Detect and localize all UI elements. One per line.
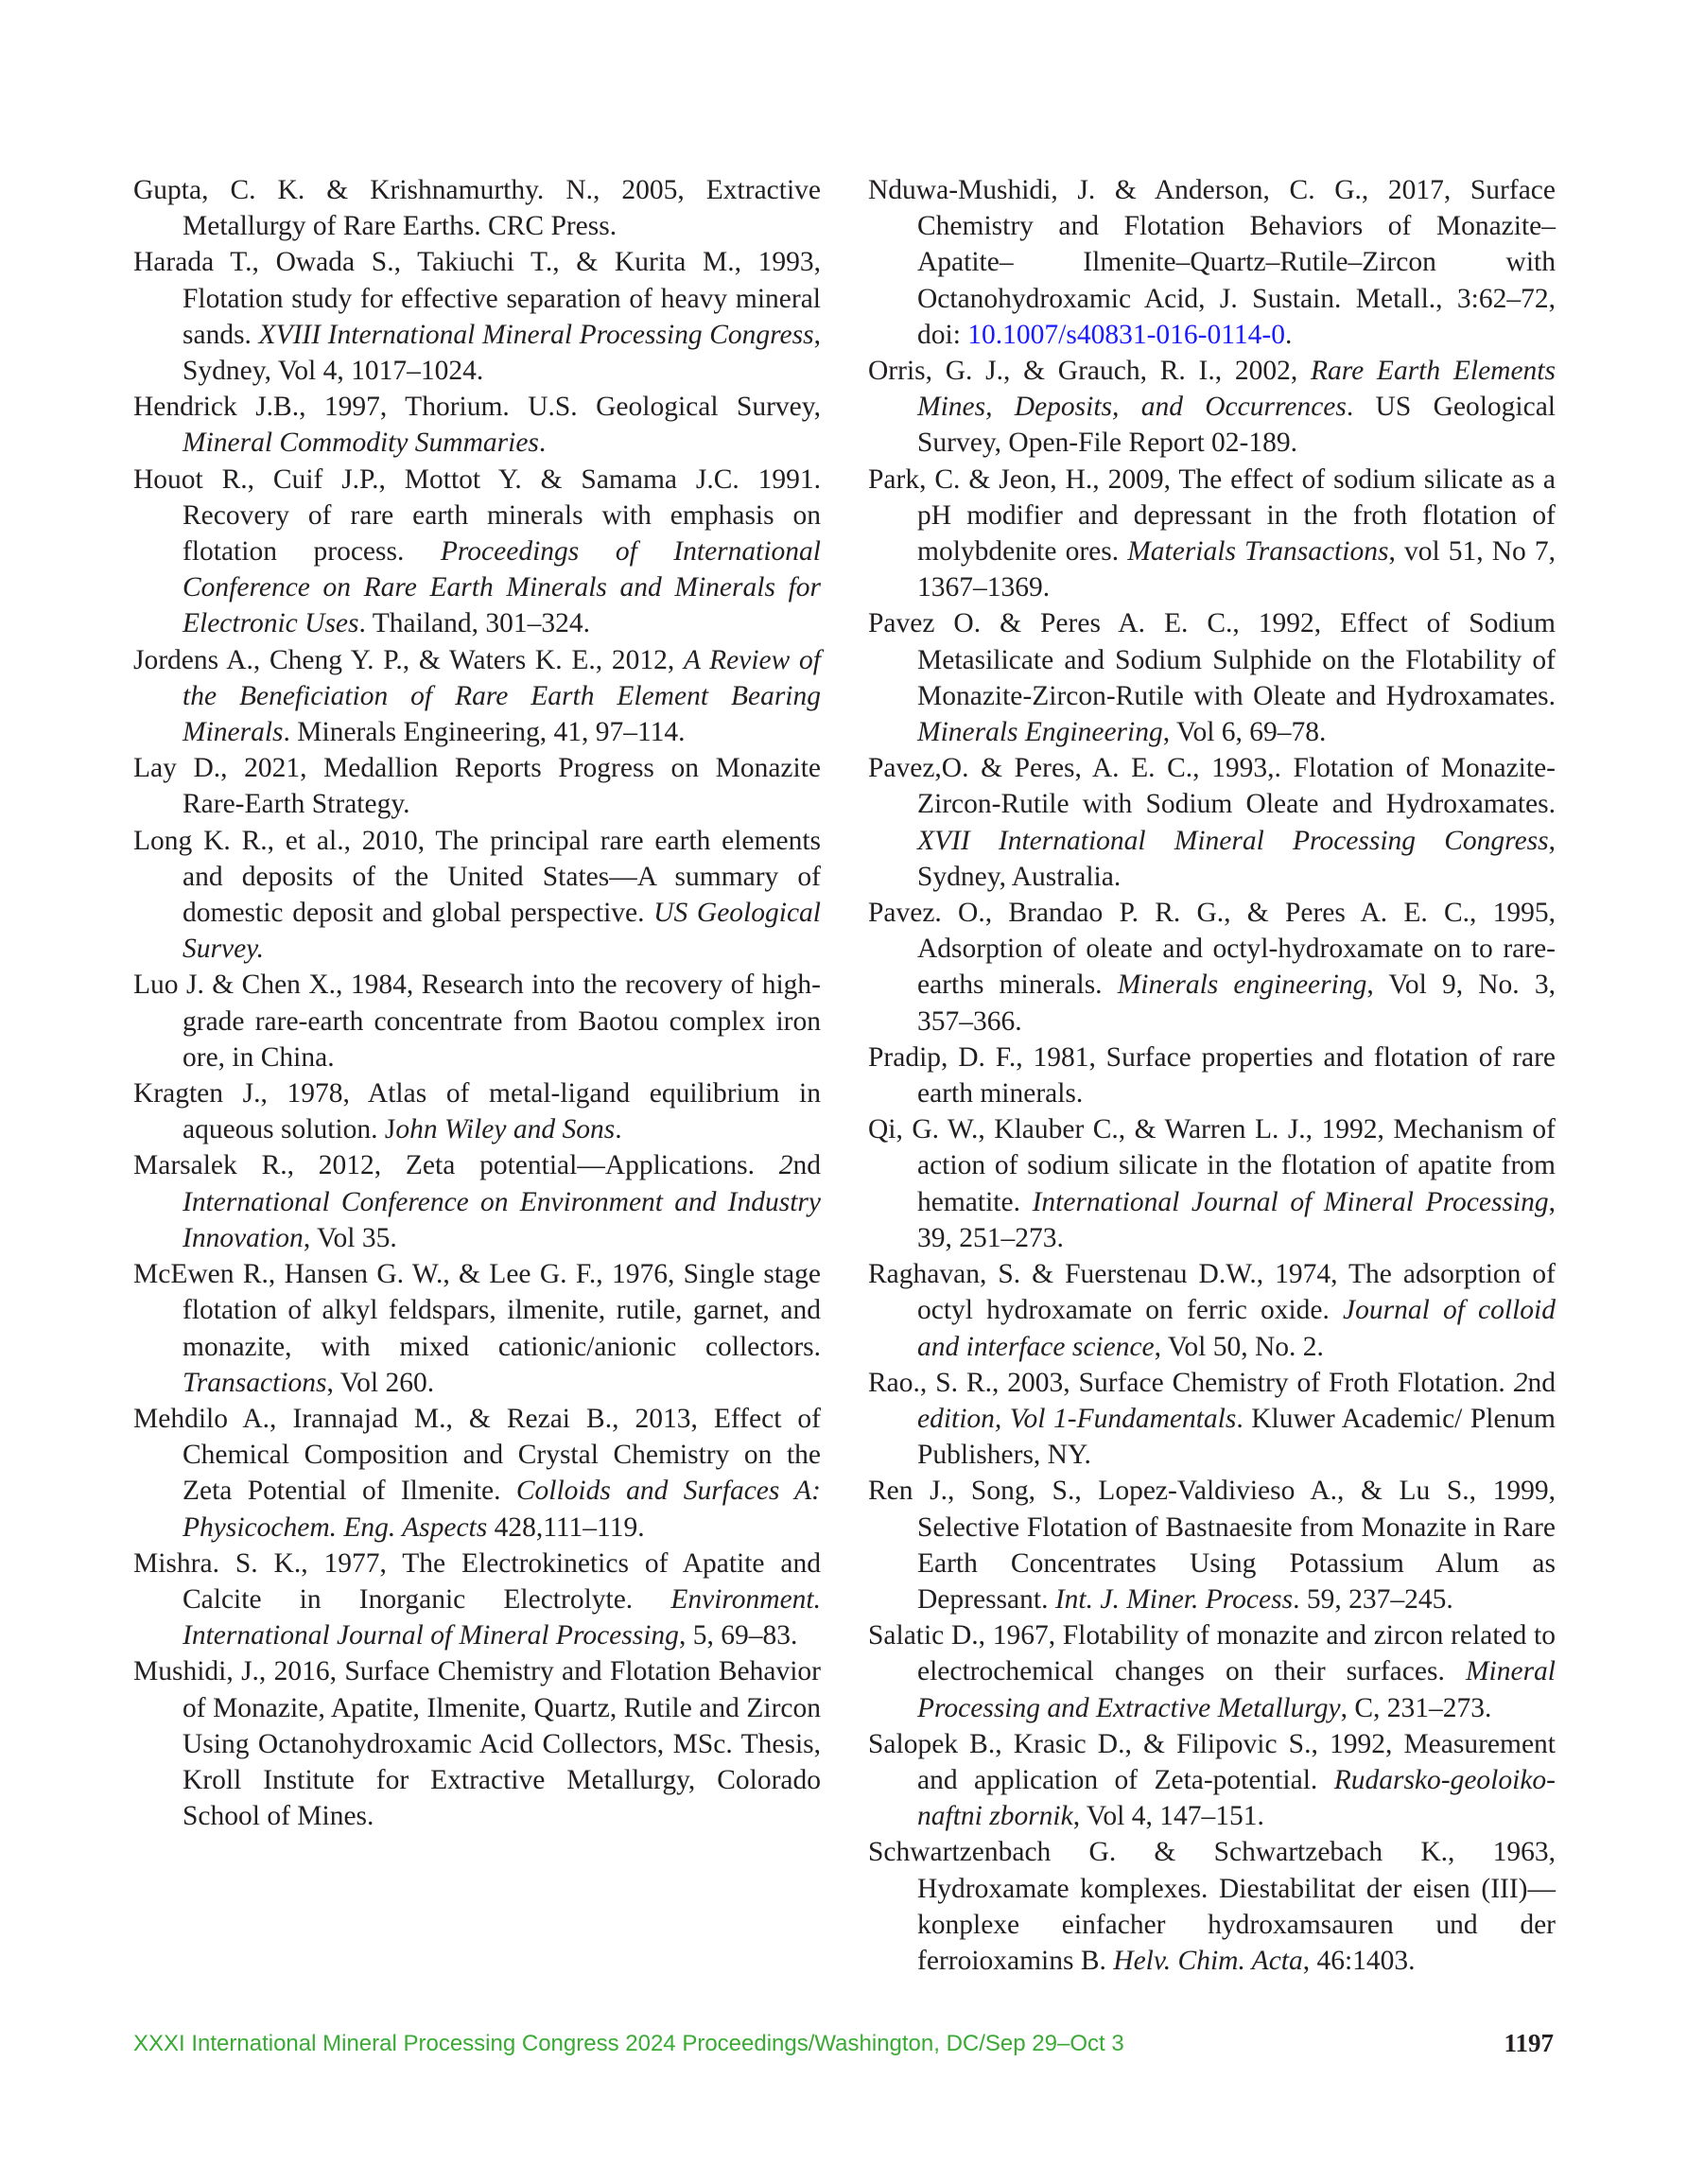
reference-entry xyxy=(868,1040,1556,1111)
reference-text: , Vol 50, No. 2. xyxy=(1154,1331,1324,1362)
reference-italic-text: XVIII International Mineral Processing Congress xyxy=(258,319,814,350)
reference-entry xyxy=(133,172,821,244)
reference-text: 428,111–119. xyxy=(487,1511,645,1543)
reference-italic-text: XVII International Mineral Processing Congress xyxy=(917,825,1549,856)
reference-italic-text: US Geological Survey. xyxy=(183,898,821,965)
reference-italic-text: Helv. Chim. Acta xyxy=(1113,1945,1303,1976)
reference-text: Lay D., 2021, Medallion Reports Progress on Monazite Rare-Earth Strategy. xyxy=(133,753,821,820)
reference-entry xyxy=(868,353,1556,462)
reference-entry xyxy=(133,244,821,389)
reference-text: , 5, 69–83. xyxy=(678,1620,798,1651)
reference-text: Salopek B., Krasic D., & Filipovic S., 1992, Measurement and application of Zeta-potential. xyxy=(868,1728,1556,1795)
reference-italic-text: Journal of colloid and interface science xyxy=(917,1295,1556,1362)
reference-entry xyxy=(868,1617,1556,1726)
reference-entry xyxy=(868,895,1556,1040)
reference-text: Rao., S. R., 2003, Surface Chemistry of Froth Flotation. xyxy=(868,1367,1514,1398)
reference-entry xyxy=(868,462,1556,606)
reference-text: Park, C. & Jeon, H., 2009, The effect of sodium silicate as a pH modifier and depressant in the froth flotation of molybdenite ores. xyxy=(868,463,1556,568)
reference-italic-text: Minerals engineering xyxy=(1117,970,1367,1001)
reference-text: , 39, 251–273. xyxy=(917,1186,1556,1253)
reference-italic-text: Colloids and Surfaces A: Physicochem. Eng. Aspects xyxy=(183,1476,821,1543)
reference-text: . 59, 237–245. xyxy=(1293,1583,1453,1615)
reference-entry xyxy=(133,1653,821,1834)
reference-entry xyxy=(868,1256,1556,1365)
reference-italic-text: Mineral Processing and Extractive Metallurgy xyxy=(917,1656,1556,1723)
reference-entry xyxy=(868,172,1556,353)
reference-text: . xyxy=(615,1114,622,1145)
reference-entry xyxy=(133,1147,821,1256)
reference-entry xyxy=(868,1726,1556,1835)
reference-text: nd xyxy=(792,1150,821,1181)
reference-text: Pavez O. & Peres A. E. C., 1992, Effect of Sodium Metasilicate and Sodium Sulphide on the Flotability of Monazite-Zircon-Rutile with Oleate and Hydroxamates. xyxy=(868,608,1556,711)
reference-entry xyxy=(868,750,1556,895)
reference-text: Mishra. S. K., 1977, The Electrokinetics of Apatite and Calcite in Inorganic Electrolyte. xyxy=(133,1547,821,1615)
reference-text: . Minerals Engineering, 41, 97–114. xyxy=(283,717,686,748)
reference-text: Marsalek R., 2012, Zeta potential—Applications. xyxy=(133,1150,779,1181)
reference-italic-text: ohn Wiley and Sons xyxy=(395,1114,616,1145)
reference-entry xyxy=(133,1546,821,1654)
reference-text: . US Geological Survey, Open-File Report 02-189. xyxy=(917,392,1556,459)
reference-entry xyxy=(868,1365,1556,1474)
reference-italic-text: 2 xyxy=(778,1150,793,1181)
reference-italic-text: Rare Earth Elements Mines, Deposits, and Occurrences xyxy=(917,356,1556,423)
reference-text: Pavez,O. & Peres, A. E. C., 1993,. Flotation of Monazite-Zircon-Rutile with Sodium Oleate and Hydroxamates. xyxy=(868,753,1556,820)
reference-text: Harada T., Owada S., Takiuchi T., & Kurita M., 1993, Flotation study for effective separation of heavy mineral sands. xyxy=(133,247,821,350)
reference-text: , Sydney, Australia. xyxy=(917,825,1556,892)
reference-entry xyxy=(868,605,1556,750)
reference-italic-text: Minerals Engineering xyxy=(917,717,1163,748)
reference-text: . Thailand, 301–324. xyxy=(358,608,590,639)
reference-text: , Vol 35. xyxy=(303,1222,397,1253)
reference-entry xyxy=(868,1111,1556,1256)
reference-text: nd xyxy=(1527,1367,1556,1398)
reference-text: Luo J. & Chen X., 1984, Research into the recovery of high-grade rare-earth concentrate from Baotou complex iron ore, in China. xyxy=(133,970,821,1073)
reference-entry xyxy=(133,1256,821,1401)
reference-entry xyxy=(133,462,821,642)
reference-text: . xyxy=(1284,319,1293,350)
reference-text: , C, 231–273. xyxy=(1340,1692,1492,1723)
reference-entry xyxy=(133,1075,821,1147)
footer-conference-title: XXXI International Mineral Processing Congress 2024 Proceedings/Washington, DC/Sep 29–Oct 3 xyxy=(133,2031,1124,2056)
reference-entry xyxy=(133,967,821,1075)
reference-italic-text: Transactions xyxy=(183,1367,327,1398)
reference-text: Houot R., Cuif J.P., Mottot Y. & Samama J.C. 1991. Recovery of rare earth minerals with emphasis on flotation process. xyxy=(133,463,821,568)
reference-italic-text: Mineral Commodity Summaries xyxy=(183,428,539,459)
reference-italic-text: Int. J. Miner. Process xyxy=(1054,1583,1294,1615)
reference-italic-text: Environment. International Journal of Mineral Processing xyxy=(183,1583,821,1651)
reference-text: Mehdilo A., Irannajad M., & Rezai B., 2013, Effect of Chemical Composition and Crystal Chemistry on the Zeta Potential of Ilmenite. xyxy=(133,1403,821,1507)
reference-italic-text: edition, Vol 1-Fundamentals xyxy=(917,1403,1237,1434)
reference-text: McEwen R., Hansen G. W., & Lee G. F., 1976, Single stage flotation of alkyl feldspars, ilmenite, rutile, garnet, and monazite, with mixed cationic/anionic collectors. xyxy=(133,1259,821,1362)
reference-text: Schwartzenbach G. & Schwartzebach K., 1963, Hydroxamate komplexes. Diestabilitat der eisen (III)—konplexe einfacher hydroxamsauren und der ferroioxamins B. xyxy=(868,1837,1556,1976)
reference-text: Ren J., Song, S., Lopez-Valdivieso A., & Lu S., 1999, Selective Flotation of Bastnaesite from Monazite in Rare Earth Concentrates Using Potassium Alum as Depressant. xyxy=(868,1476,1556,1615)
reference-italic-text: Rudarsko-geoloiko-naftni zbornik xyxy=(917,1764,1556,1832)
reference-entry xyxy=(868,1473,1556,1617)
reference-text: Pradip, D. F., 1981, Surface properties and flotation of rare earth minerals. xyxy=(868,1041,1556,1109)
reference-italic-text: Materials Transactions xyxy=(1127,536,1389,568)
reference-italic-text: International Journal of Mineral Processing xyxy=(1032,1186,1549,1217)
reference-italic-text: A Review of the Beneficiation of Rare Earth Element Bearing Minerals xyxy=(183,644,821,748)
reference-text: , Vol 6, 69–78. xyxy=(1162,717,1327,748)
reference-text: , Vol 4, 147–151. xyxy=(1072,1801,1264,1832)
reference-text: . Kluwer Academic/ Plenum Publishers, NY. xyxy=(917,1403,1556,1471)
references-right-column xyxy=(868,172,1556,1979)
reference-text: Hendrick J.B., 1997, Thorium. U.S. Geological Survey, xyxy=(133,392,821,423)
reference-text: Nduwa-Mushidi, J. & Anderson, C. G., 2017, Surface Chemistry and Flotation Behaviors of Monazite–Apatite– Ilmenite–Quartz–Rutile–Zircon with Octanohydroxamic Acid, J. Sustain. Metall., 3:62–72, doi: xyxy=(868,175,1556,350)
reference-entry xyxy=(133,823,821,968)
reference-text: Qi, G. W., Klauber C., & Warren L. J., 1992, Mechanism of action of sodium silicate in the flotation of apatite from hematite. xyxy=(868,1114,1556,1217)
reference-text: Kragten J., 1978, Atlas of metal-ligand equilibrium in aqueous solution. J xyxy=(133,1078,821,1145)
reference-text: , vol 51, No 7, 1367–1369. xyxy=(917,536,1557,603)
reference-text: Mushidi, J., 2016, Surface Chemistry and Flotation Behavior of Monazite, Apatite, Ilmenite, Quartz, Rutile and Zircon Using Octanohydroxamic Acid Collectors, MSc. Thesis, Kroll Institute for Extractive Metallurgy, Colorado School of Mines. xyxy=(133,1656,821,1832)
reference-entry xyxy=(133,1401,821,1546)
reference-text: Gupta, C. K. & Krishnamurthy. N., 2005, Extractive Metallurgy of Rare Earths. CRC Press. xyxy=(133,175,821,242)
page-number: 1197 xyxy=(1504,2029,1554,2057)
reference-text: Raghavan, S. & Fuerstenau D.W., 1974, The adsorption of octyl hydroxamate on ferric oxide. xyxy=(868,1259,1556,1326)
reference-text: Long K. R., et al., 2010, The principal rare earth elements and deposits of the United States—A summary of domestic deposit and global perspective. xyxy=(133,825,821,929)
reference-entry xyxy=(868,1834,1556,1979)
reference-entry xyxy=(133,750,821,822)
reference-text: Salatic D., 1967, Flotability of monazite and zircon related to electrochemical changes on their surfaces. xyxy=(868,1620,1556,1687)
reference-entry xyxy=(133,389,821,461)
reference-text: , 46:1403. xyxy=(1302,1945,1416,1976)
reference-italic-text: Proceedings of International Conference on Rare Earth Minerals and Minerals for Electronic Uses xyxy=(183,536,821,639)
references-left-column xyxy=(133,172,821,1834)
reference-text: , Vol 9, No. 3, 357–366. xyxy=(917,970,1556,1037)
reference-text: Jordens A., Cheng Y. P., & Waters K. E., 2012, xyxy=(133,644,684,675)
reference-text: , Vol 260. xyxy=(326,1367,435,1398)
reference-italic-text: International Conference on Environment and Industry Innovation xyxy=(183,1186,821,1253)
reference-text: Pavez. O., Brandao P. R. G., & Peres A. E. C., 1995, Adsorption of oleate and octyl-hydroxamate on to rare-earths minerals. xyxy=(868,898,1556,1001)
reference-entry xyxy=(133,642,821,751)
page-footer xyxy=(133,2031,1554,2069)
reference-text: , Sydney, Vol 4, 1017–1024. xyxy=(183,319,821,387)
reference-text: . xyxy=(538,428,547,459)
doi-link[interactable]: 10.1007/s40831-016-0114-0 xyxy=(967,319,1285,350)
reference-text: Orris, G. J., & Grauch, R. I., 2002, xyxy=(868,356,1311,387)
reference-italic-text: 2 xyxy=(1513,1367,1528,1398)
